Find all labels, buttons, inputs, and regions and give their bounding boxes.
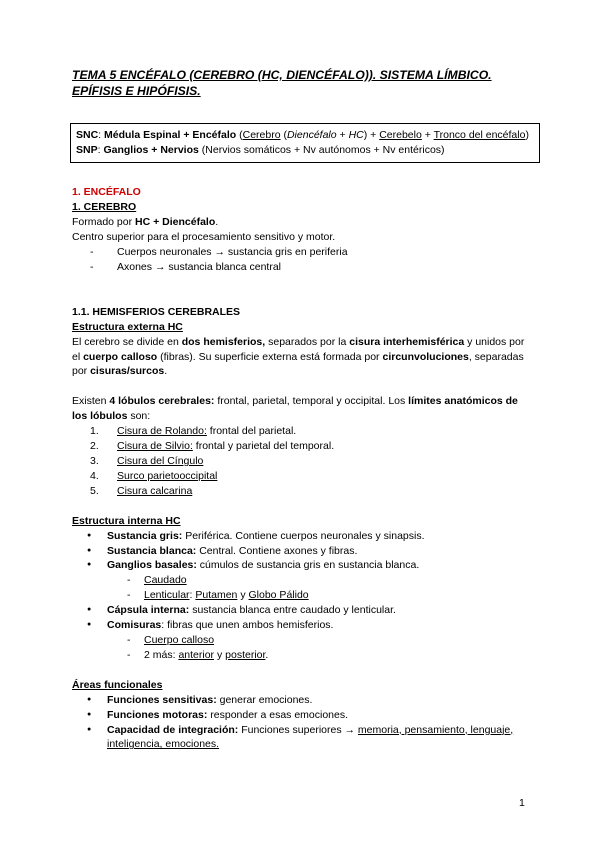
list-item: - Axones → sustancia blanca central: [72, 260, 530, 275]
limit-term: Cisura del Cíngulo: [117, 455, 204, 467]
bold-text: Funciones motoras:: [107, 708, 208, 721]
list-item: [72, 633, 530, 648]
section-heading-hemisferios: 1.1. HEMISFERIOS CEREBRALES: [72, 305, 241, 318]
snc-bold: Médula Espinal + Encéfalo: [104, 128, 237, 141]
bold-text: circunvoluciones: [382, 350, 469, 363]
capacidad-terms: memoria, pensamiento, lenguaje, inteligencia, emociones.: [107, 723, 514, 751]
text: y: [237, 589, 249, 602]
limit-term: Cisura calcarina: [117, 484, 193, 497]
text: : fibras que unen ambos hemisferios.: [161, 619, 334, 632]
bold-text: cuerpo calloso: [83, 350, 158, 363]
text: .: [164, 365, 168, 378]
paren: ) +: [363, 128, 380, 141]
bold-text: Ganglios basales:: [107, 559, 197, 572]
subheading-estructura-interna: Estructura interna HC: [72, 514, 181, 527]
item-number: 4.: [90, 469, 99, 482]
text: , separadas por: [72, 350, 524, 378]
limit-term: Cisura de Rolando:: [117, 425, 207, 438]
list-item: [72, 723, 530, 753]
list-item: [72, 484, 530, 499]
item-number: 1.: [90, 425, 99, 438]
document-title: [72, 68, 530, 100]
list-item: [72, 603, 530, 618]
tronco-term: Tronco del encéfalo: [433, 128, 526, 141]
item-number: 2.: [90, 440, 99, 453]
caudado-term: Caudado: [144, 574, 187, 587]
item-number: 5.: [90, 484, 99, 497]
posterior-term: posterior: [225, 648, 266, 661]
list-item: [72, 544, 530, 559]
text: Periférica. Contiene cuerpos neuronales y sinapsis.: [182, 529, 425, 542]
list-item: [72, 439, 530, 454]
bold-text: Comisuras: [107, 619, 162, 632]
text: 2 más:: [144, 648, 179, 661]
list-item: [72, 558, 530, 573]
limits-list: [72, 424, 530, 499]
subheading-areas-funcionales: Áreas funcionales: [72, 678, 163, 691]
cuerpo-calloso-term: Cuerpo calloso: [144, 633, 215, 646]
plus: +: [336, 128, 349, 141]
paren: (: [236, 128, 243, 141]
list-item: [72, 573, 530, 588]
internal-list-2: [72, 603, 530, 633]
list-item: [72, 588, 530, 603]
hc-term: HC: [348, 128, 364, 141]
internal-list: [72, 529, 530, 574]
bold-text: Funciones sensitivas:: [107, 693, 217, 706]
text: generar emociones.: [216, 693, 313, 706]
centro-line: Centro superior para el procesamiento sensitivo y motor.: [72, 231, 336, 244]
bold-text: Cápsula interna:: [107, 604, 190, 617]
section-heading-encefalo: 1. ENCÉFALO: [72, 186, 141, 199]
anterior-term: anterior: [178, 648, 215, 661]
text: frontal, parietal, temporal y occipital. Los: [214, 395, 409, 408]
text: (fibras). Su superficie externa está formada por: [157, 350, 383, 363]
text: separados por la: [265, 335, 350, 348]
bold-text: cisura interhemisférica: [349, 335, 465, 348]
text: son:: [127, 410, 151, 423]
paragraph-hemisferios: [72, 335, 530, 380]
list-item: [72, 648, 530, 663]
text: sustancia blanca entre caudado y lenticular.: [189, 604, 396, 617]
text: Existen: [72, 395, 110, 408]
title-line-1: TEMA 5 ENCÉFALO (CEREBRO (HC, DIENCÉFALO)). SISTEMA LÍMBICO.: [72, 68, 492, 82]
list-item: [72, 469, 530, 484]
text: Formado por: [72, 216, 136, 229]
diencefalo-term: Diencéfalo: [286, 128, 337, 141]
text: responder a esas emociones.: [207, 708, 349, 721]
limit-text: frontal y parietal del temporal.: [192, 440, 335, 453]
putamen-term: Putamen: [195, 589, 238, 602]
snc-sep: :: [98, 128, 105, 141]
text: y unidos por el: [72, 335, 525, 363]
limit-term: Surco parietooccipital: [117, 469, 218, 482]
page-number: 1: [519, 797, 525, 809]
subheading-cerebro: 1. CEREBRO: [72, 201, 137, 214]
limit-text: frontal del parietal.: [206, 425, 297, 438]
areas-list: [72, 693, 530, 753]
snc-line: [76, 128, 535, 143]
text: :: [189, 589, 196, 602]
snp-line: [76, 143, 535, 158]
snp-sep: :: [97, 143, 104, 156]
text: .: [215, 216, 219, 229]
snc-label: SNC: [76, 128, 99, 141]
plus: +: [421, 128, 434, 141]
bold-text: Capacidad de integración:: [107, 723, 239, 736]
ganglios-sublist: [72, 573, 530, 603]
list-item: - Cuerpos neuronales → sustancia gris en periferia: [72, 245, 530, 260]
text: cúmulos de sustancia gris en sustancia blanca.: [196, 559, 420, 572]
list-item: [72, 693, 530, 708]
list-item: [72, 529, 530, 544]
formado-line: [72, 215, 530, 230]
summary-box: [70, 123, 540, 164]
list-item: [72, 454, 530, 469]
snp-bold: Ganglios + Nervios: [103, 143, 199, 156]
text: y: [214, 648, 226, 661]
cerebelo-term: Cerebelo: [379, 128, 422, 141]
text: El cerebro se divide en: [72, 335, 182, 348]
bold-text: Sustancia gris:: [107, 529, 183, 542]
cerebro-term: Cerebro: [242, 128, 281, 141]
bold-text: límites anatómicos de los lóbulos: [72, 395, 518, 423]
paragraph-lobulos: [72, 394, 530, 424]
lenticular-term: Lenticular: [144, 589, 190, 602]
document-page: [72, 68, 530, 752]
list-item: [72, 708, 530, 723]
bold-text: cisuras/surcos: [90, 365, 165, 378]
paren: ): [525, 128, 529, 141]
bold-text: HC + Diencéfalo: [135, 216, 216, 229]
snp-label: SNP: [76, 143, 98, 156]
bold-text: Sustancia blanca:: [107, 544, 197, 557]
limit-term: Cisura de Silvio:: [117, 440, 193, 453]
bold-text: dos hemisferios,: [181, 335, 266, 348]
list-item: [72, 424, 530, 439]
text: Central. Contiene axones y fibras.: [196, 544, 358, 557]
text: Funciones superiores →: [238, 723, 358, 736]
snp-rest: (Nervios somáticos + Nv autónomos + Nv entéricos): [198, 143, 445, 156]
bold-text: 4 lóbulos cerebrales:: [109, 395, 215, 408]
text: .: [265, 648, 269, 661]
globo-term: Globo Pálido: [248, 589, 309, 602]
paren: (: [280, 128, 287, 141]
cerebro-dash-list: [72, 245, 530, 275]
comisuras-sublist: [72, 633, 530, 663]
item-number: 3.: [90, 455, 99, 467]
subheading-estructura-externa: Estructura externa HC: [72, 320, 183, 333]
list-item: [72, 618, 530, 633]
title-line-2: EPÍFISIS E HIPÓFISIS.: [72, 83, 201, 98]
